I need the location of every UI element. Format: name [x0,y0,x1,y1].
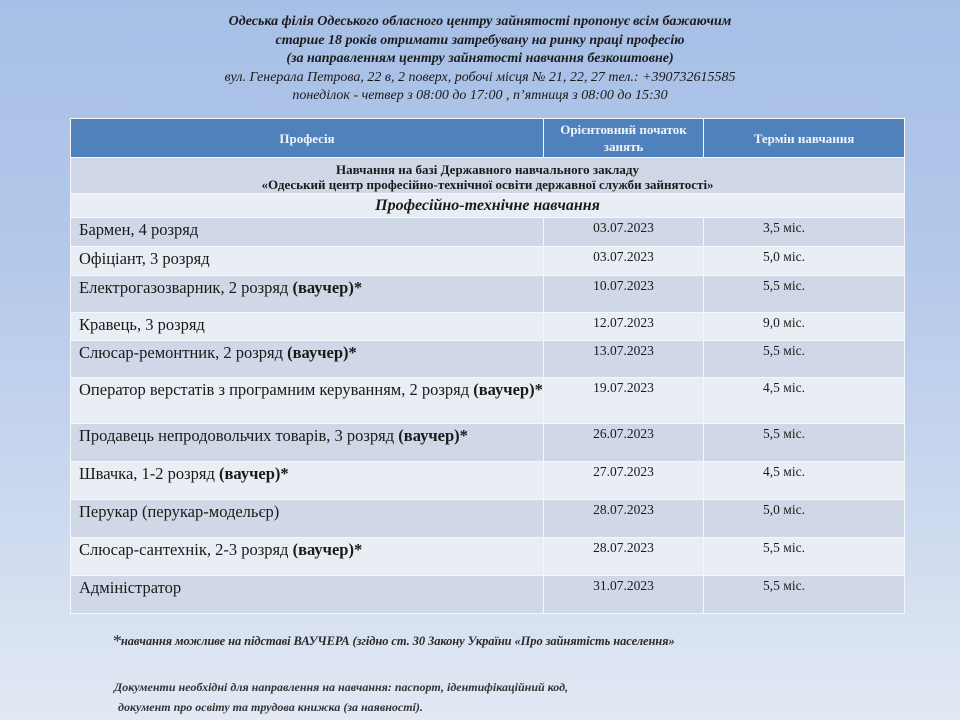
org-line-2: «Одеський центр професійно-технічної освіти державної служби зайнятості» [261,176,714,192]
duration-cell: 5,0 міс. [704,500,905,538]
section-row [71,194,905,218]
duration-cell: 4,5 міс. [704,462,905,500]
voucher-mark: (ваучер)* [398,426,468,445]
profession-name: Адміністратор [79,578,182,597]
table-row [71,247,905,276]
start-date-cell: 26.07.2023 [544,424,704,462]
profession-cell [71,576,544,614]
profession-name: Бармен, 4 розряд [79,220,199,239]
profession-cell [71,378,544,424]
duration-cell: 5,5 міс. [704,276,905,313]
section-title: Професійно-технічне навчання [71,194,905,218]
profession-name: Перукар (перукар-модельєр) [79,502,280,521]
start-date-cell: 13.07.2023 [544,341,704,378]
table-row [71,538,905,576]
profession-cell [71,276,544,313]
announcement-header [0,13,960,106]
table-row [71,218,905,247]
profession-name: Кравець, 3 розряд [79,315,205,334]
voucher-mark: (ваучер)* [219,464,289,483]
voucher-mark: (ваучер)* [287,343,357,362]
voucher-mark: (ваучер)* [473,380,543,399]
column-header-start: Орієнтовний початок занять [544,119,704,158]
profession-cell [71,218,544,247]
table-row [71,378,905,424]
org-row [71,158,905,194]
duration-cell: 4,5 міс. [704,378,905,424]
profession-cell [71,538,544,576]
table-header-row [71,119,905,158]
table-row [71,276,905,313]
column-header-duration: Термін навчання [704,119,905,158]
profession-name: Швачка, 1-2 розряд [79,464,220,483]
duration-cell: 9,0 міс. [704,313,905,341]
duration-cell: 5,5 міс. [704,424,905,462]
header-line-3: (за направленням центру зайнятості навчання безкоштовне) [286,51,674,66]
table-row [71,424,905,462]
duration-cell: 3,5 міс. [704,218,905,247]
start-date-cell: 03.07.2023 [544,247,704,276]
voucher-mark: (ваучер)* [292,278,363,297]
column-header-profession: Професія [71,119,544,158]
profession-name: Слюсар-сантехнік, 2-3 розряд [79,540,293,559]
org-cell [71,158,905,194]
table-row [71,500,905,538]
required-documents [114,677,568,717]
header-address: вул. Генерала Петрова, 22 в, 2 поверх, робочі місця № 21, 22, 27 тел.: +390732615585 [224,69,736,85]
profession-name: Продавець непродовольчих товарів, 3 розряд [79,426,399,445]
header-hours: понеділок - четвер з 08:00 до 17:00 , п’ятниця з 08:00 до 15:30 [292,88,668,103]
duration-cell: 5,5 міс. [704,576,905,614]
start-date-cell: 03.07.2023 [544,218,704,247]
profession-name: Слюсар-ремонтник, 2 розряд [79,343,288,362]
profession-name: Оператор верстатів з програмним керуванням, 2 розряд [79,380,474,399]
start-date-cell: 12.07.2023 [544,313,704,341]
professions-table [70,118,905,614]
table-row [71,341,905,378]
duration-cell: 5,0 міс. [704,247,905,276]
profession-cell [71,247,544,276]
voucher-footnote [112,631,675,652]
duration-cell: 5,5 міс. [704,538,905,576]
table-row [71,576,905,614]
duration-cell: 5,5 міс. [704,341,905,378]
header-line-1: Одеська філія Одеського обласного центру зайнятості пропонує всім бажаючим [228,14,732,29]
start-date-cell: 28.07.2023 [544,538,704,576]
start-date-cell: 10.07.2023 [544,276,704,313]
org-line-1: Навчання на базі Державного навчального закладу [336,161,639,177]
profession-cell [71,424,544,462]
start-date-cell: 27.07.2023 [544,462,704,500]
start-date-cell: 19.07.2023 [544,378,704,424]
table-row [71,462,905,500]
start-date-cell: 31.07.2023 [544,576,704,614]
documents-line-1: Документи необхідні для направлення на навчання: паспорт, ідентифікаційний код, [114,680,569,694]
voucher-mark: (ваучер)* [292,540,363,559]
profession-cell [71,313,544,341]
header-line-2: старше 18 років отримати затребувану на ринку праці професію [275,32,685,48]
asterisk-mark: * [112,631,121,651]
table-row [71,313,905,341]
profession-name: Електрогазозварник, 2 розряд [79,278,293,297]
profession-cell [71,341,544,378]
documents-line-2: документ про освіту та трудова книжка (за наявності). [118,700,423,714]
profession-cell [71,462,544,500]
start-date-cell: 28.07.2023 [544,500,704,538]
profession-name: Офіціант, 3 розряд [79,249,210,268]
footnote-text: навчання можливе на підставі ВАУЧЕРА (згідно ст. 30 Закону України «Про зайнятість населення» [120,634,675,648]
profession-cell [71,500,544,538]
